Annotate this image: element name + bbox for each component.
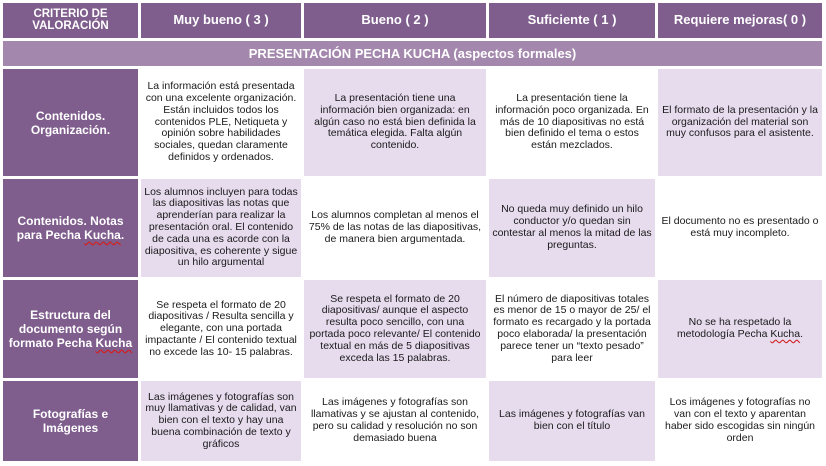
cell-requiere-mejoras: Los imágenes y fotografías no van con el texto y aparentan haber sido escogidas sin ningún orden [658, 381, 822, 461]
requiere-kucha: Kucha [770, 328, 801, 341]
table-row [3, 280, 822, 378]
table-row [3, 179, 822, 277]
header-requiere-mejoras: Requiere mejoras( 0 ) [658, 3, 822, 38]
criterion-kucha: Kucha [95, 336, 133, 351]
cell-muy-bueno: La información está presentada con una excelente organización. Están incluidos todos los contenidos PLE, Netiqueta y opinión sobre habilidades sociales, quedan claramente definidos y ordenados. [141, 69, 301, 175]
cell-requiere-mejoras [658, 280, 822, 378]
header-criterio: CRITERIO DE VALORACIÓN [3, 3, 138, 38]
header-row [3, 3, 822, 38]
cell-muy-bueno: Se respeta el formato de 20 diapositivas / Resulta sencilla y elegante, con una portada impactante / El contenido textual no excede las 10- 15 palabras. [141, 280, 301, 378]
cell-requiere-mejoras: El documento no es presentado o está muy incompleto. [658, 179, 822, 277]
section-title: PRESENTACIÓN PECHA KUCHA (aspectos formales) [3, 41, 822, 67]
criterion-kucha: Kucha [84, 227, 121, 242]
criterion-period: . [120, 227, 125, 242]
cell-bueno: Los alumnos completan al menos el 75% de las notas de las diapositivas, de manera bien argumentada. [304, 179, 486, 277]
header-suficiente: Suficiente ( 1 ) [489, 3, 655, 38]
cell-suficiente: La presentación tiene la información poco organizada. En más de 10 diapositivas no está bien definido el tema o estos están mezclados. [489, 69, 655, 175]
cell-suficiente: El número de diapositivas totales es menor de 15 o mayor de 25/ el formato es recargado y la portada poco elaborada/ la presentación parece tener un “texto pesado” para leer [489, 280, 655, 378]
header-bueno: Bueno ( 2 ) [304, 3, 486, 38]
cell-suficiente: No queda muy definido un hilo conductor y/o quedan sin contestar al menos la mitad de las preguntas. [489, 179, 655, 277]
requiere-period: . [800, 328, 804, 341]
cell-bueno: Las imágenes y fotografías son llamativas y se ajustan al contenido, pero su calidad y resolución no son demasiado buena [304, 381, 486, 461]
row-criterion: Fotografías e Imágenes [3, 381, 138, 461]
section-row [3, 41, 822, 67]
requiere-text: No se ha respetado la metodología Pecha [676, 316, 792, 341]
row-criterion [3, 179, 138, 277]
row-criterion [3, 280, 138, 378]
cell-requiere-mejoras: El formato de la presentación y la organización del material son muy confusos para el asistente. [658, 69, 822, 175]
cell-suficiente: Las imágenes y fotografías van bien con el título [489, 381, 655, 461]
criterion-text: Estructura del documento según formato Pecha [8, 308, 123, 351]
cell-bueno: La presentación tiene una información bien organizada: en algún caso no está bien definida la temática elegida. Falta algún contenido. [304, 69, 486, 175]
cell-bueno: Se respeta el formato de 20 diapositivas/ aunque el aspecto resulta poco sencillo, con una portada poco relevante/ El contenido textual en más de 5 diapositivas exceda las 15 palabras. [304, 280, 486, 378]
table-row [3, 381, 822, 461]
table-row [3, 69, 822, 175]
cell-muy-bueno: Los alumnos incluyen para todas las diapositivas las notas que aprenderían para realizar la presentación oral. El contenido de cada una es acorde con la diapositiva, es coherente y sigue un hilo argumental [141, 179, 301, 277]
row-criterion: Contenidos. Organización. [3, 69, 138, 175]
criterion-text: Contenidos. Notas para Pecha [16, 213, 124, 242]
header-muy-bueno: Muy bueno ( 3 ) [141, 3, 301, 38]
cell-muy-bueno: Las imágenes y fotografías son muy llamativas y de calidad, van bien con el texto y hay una buena combinación de texto y gráficos [141, 381, 301, 461]
